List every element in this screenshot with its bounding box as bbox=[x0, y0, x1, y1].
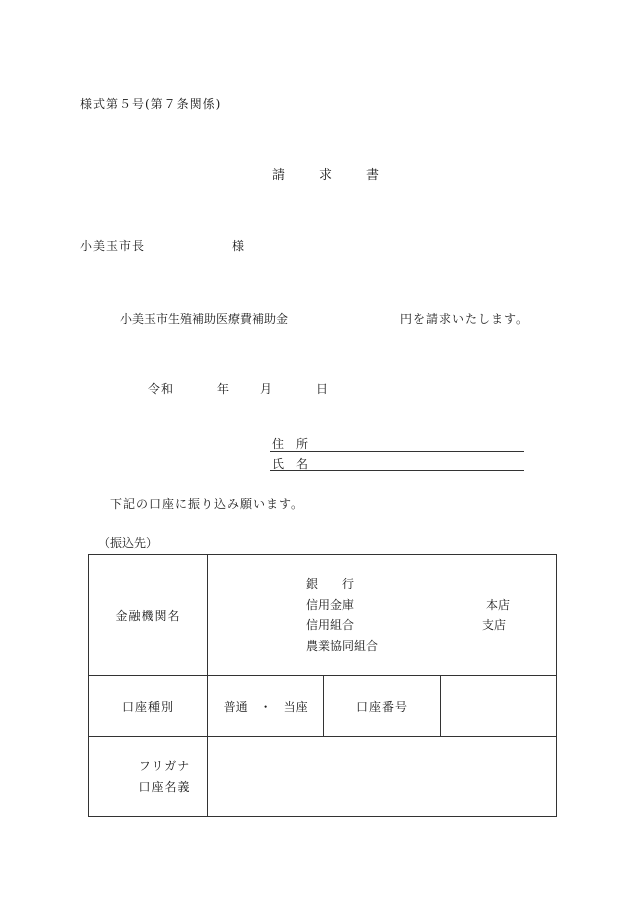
account-type-row bbox=[89, 676, 557, 737]
account-table bbox=[88, 554, 557, 817]
account-name-field[interactable] bbox=[208, 737, 557, 817]
account-number-field[interactable] bbox=[440, 676, 556, 737]
head-office-label: 本店 bbox=[486, 597, 511, 612]
name-label: 氏 名 bbox=[272, 457, 309, 471]
address-label: 住 所 bbox=[272, 437, 309, 451]
date-year: 年 bbox=[217, 382, 230, 396]
date-day: 日 bbox=[316, 382, 329, 396]
account-type-label: 口座種別 bbox=[89, 676, 208, 737]
address-underline bbox=[270, 451, 524, 452]
institution-type-shinkumi: 信用組合 bbox=[306, 617, 355, 632]
addressee-name: 小美玉市長 bbox=[80, 239, 146, 253]
form-number: 様式第５号(第７条関係) bbox=[80, 97, 222, 111]
title-char-1: 請 bbox=[272, 168, 286, 183]
institution-type-shinkin: 信用金庫 bbox=[306, 597, 355, 612]
institution-cell bbox=[208, 555, 557, 676]
account-name-row bbox=[89, 737, 557, 817]
request-text: 小美玉市生殖補助医療費補助金 bbox=[120, 312, 289, 326]
institution-label: 金融機関名 bbox=[89, 555, 208, 676]
title-char-2: 求 bbox=[319, 168, 333, 183]
request-suffix: 円を請求いたします。 bbox=[400, 312, 530, 326]
title-char-3: 書 bbox=[366, 168, 380, 183]
name-underline bbox=[270, 470, 524, 471]
transfer-label: （振込先） bbox=[98, 536, 159, 550]
account-number-label: 口座番号 bbox=[324, 676, 440, 737]
account-name-label: 口座名義 bbox=[138, 779, 191, 794]
institution-row bbox=[89, 555, 557, 676]
date-era: 令和 bbox=[148, 382, 175, 396]
account-name-labels bbox=[89, 737, 208, 817]
transfer-instruction: 下記の口座に振り込み願います。 bbox=[110, 497, 305, 511]
institution-type-ja: 農業協同組合 bbox=[306, 638, 379, 653]
branch-label: 支店 bbox=[482, 617, 507, 632]
account-type-options: 普通 ・ 当座 bbox=[208, 676, 324, 737]
furigana-label: フリガナ bbox=[138, 758, 191, 773]
date-month: 月 bbox=[260, 382, 273, 396]
institution-type-bank: 銀 行 bbox=[306, 576, 355, 591]
addressee-honorific: 様 bbox=[232, 239, 245, 253]
